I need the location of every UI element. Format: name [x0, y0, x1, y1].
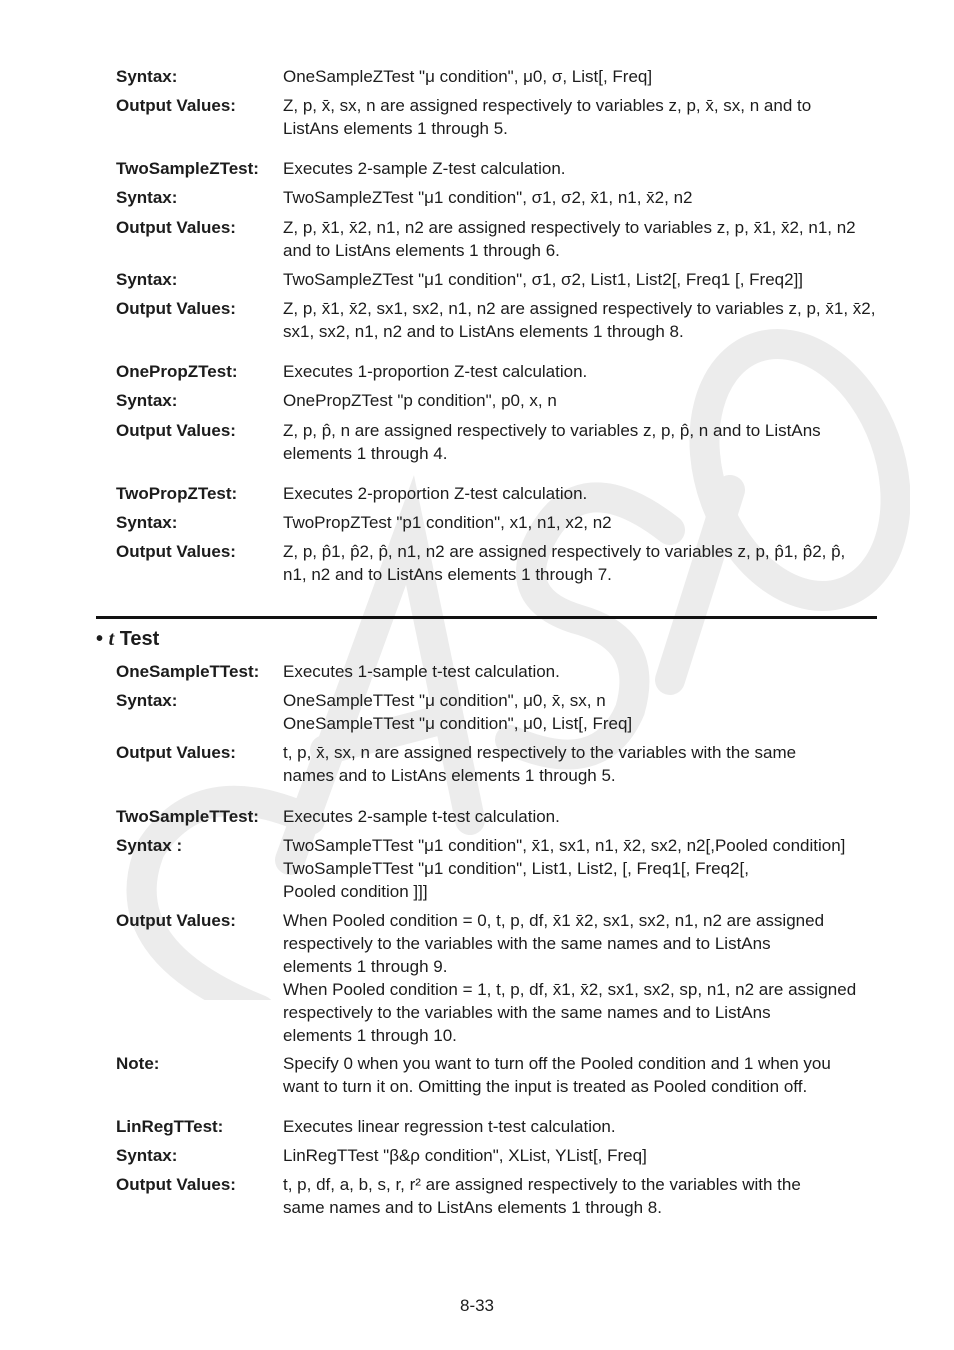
entry-text [283, 511, 878, 534]
entry-text [283, 419, 878, 465]
entry-label: Syntax: [116, 391, 178, 410]
entry-label: Syntax : [116, 836, 183, 855]
text-line: LinRegTTest "β&ρ condition", XList, YList[, Freq] [283, 1146, 647, 1165]
text-line: Z, p, x̄1, x̄2, sx1, sx2, n1, n2 are assigned respectively to variables z, p, x̄1, x̄2, [283, 299, 876, 318]
page-number: 8-33 [459, 1296, 495, 1315]
entry-text [283, 834, 878, 903]
section-heading [96, 628, 159, 651]
text-line: When Pooled condition = 1, t, p, df, x̄1, x̄2, sx1, sx2, sp, n1, n2 are assigned [283, 980, 857, 999]
text-line: OnePropZTest "p condition", p0, x, n [283, 391, 557, 410]
entry-label: Output Values: [116, 1175, 236, 1194]
text-line: want to turn it on. Omitting the input is treated as Pooled condition off. [283, 1077, 808, 1096]
text-line: Executes 2-sample Z-test calculation. [283, 159, 566, 178]
entry-text [283, 482, 878, 505]
section-divider [96, 616, 877, 619]
text-line: TwoSampleTTest "μ1 condition", List1, List2, [, Freq1[, Freq2[, [283, 859, 749, 878]
entry-label: OneSampleTTest: [116, 662, 260, 681]
entry-text [283, 689, 878, 735]
entry-text [283, 65, 878, 88]
entry-label: Note: [116, 1054, 160, 1073]
entry-label: LinRegTTest: [116, 1117, 224, 1136]
text-line: TwoPropZTest "p1 condition", x1, n1, x2, n2 [283, 513, 612, 532]
entry-text [283, 216, 878, 262]
text-line: elements 1 through 10. [283, 1026, 457, 1045]
entry-text [283, 1144, 878, 1167]
text-line: respectively to the variables with the same names and to ListAns [283, 1003, 771, 1022]
text-line: t, p, x̄, sx, n are assigned respectively to the variables with the same [283, 743, 797, 762]
entry-text [283, 268, 878, 291]
entry-label: Output Values: [116, 542, 236, 561]
entry-text [283, 389, 878, 412]
entry-text [283, 157, 878, 180]
entry-text [283, 297, 878, 343]
entry-label: TwoPropZTest: [116, 484, 238, 503]
entry-label: Output Values: [116, 299, 236, 318]
entry-label: Syntax: [116, 691, 178, 710]
entry-text [283, 1115, 878, 1138]
text-line: TwoSampleZTest "μ1 condition", σ1, σ2, List1, List2[, Freq1 [, Freq2]] [283, 270, 804, 289]
text-line: Executes 2-proportion Z-test calculation. [283, 484, 588, 503]
text-line: and to ListAns elements 1 through 6. [283, 241, 560, 260]
text-line: TwoSampleTTest "μ1 condition", x̄1, sx1, n1, x̄2, sx2, n2[,Pooled condition] [283, 836, 846, 855]
entry-text [283, 94, 878, 140]
text-line: When Pooled condition = 0, t, p, df, x̄1 x̄2, sx1, sx2, n1, n2 are assigned [283, 911, 825, 930]
entry-label: Syntax: [116, 270, 178, 289]
text-line: elements 1 through 4. [283, 444, 448, 463]
entry-label: Output Values: [116, 911, 236, 930]
text-line: same names and to ListAns elements 1 through 8. [283, 1198, 662, 1217]
entry-label: Output Values: [116, 96, 236, 115]
text-line: Pooled condition ]]] [283, 882, 428, 901]
text-line: Specify 0 when you want to turn off the Pooled condition and 1 when you [283, 1054, 831, 1073]
text-line: OneSampleTTest "μ condition", μ0, x̄, sx, n [283, 691, 606, 710]
text-line: elements 1 through 9. [283, 957, 448, 976]
entry-label: Syntax: [116, 513, 178, 532]
entry-label: Syntax: [116, 188, 178, 207]
text-line: sx1, sx2, n1, n2 and to ListAns elements 1 through 8. [283, 322, 684, 341]
entry-label: TwoSampleZTest: [116, 159, 259, 178]
entry-text [283, 360, 878, 383]
entry-label: Output Values: [116, 421, 236, 440]
text-line: OneSampleTTest "μ condition", μ0, List[, Freq] [283, 714, 633, 733]
entry-text [283, 741, 878, 787]
text-line: Executes 1-sample t-test calculation. [283, 662, 560, 681]
text-line: ListAns elements 1 through 5. [283, 119, 508, 138]
text-line: Z, p, x̄, sx, n are assigned respectively to variables z, p, x̄, sx, n and to [283, 96, 812, 115]
entry-text [283, 660, 878, 683]
text-line: TwoSampleZTest "μ1 condition", σ1, σ2, x̄1, n1, x̄2, n2 [283, 188, 693, 207]
section-heading-var: t [108, 628, 115, 650]
text-line: Z, p, p̂1, p̂2, p̂, n1, n2 are assigned respectively to variables z, p, p̂1, p̂2, p̂, [283, 542, 846, 561]
entry-label: TwoSampleTTest: [116, 807, 259, 826]
text-line: n1, n2 and to ListAns elements 1 through 7. [283, 565, 612, 584]
text-line: OneSampleZTest "μ condition", μ0, σ, List[, Freq] [283, 67, 653, 86]
entry-text [283, 540, 878, 586]
text-line: t, p, df, a, b, s, r, r² are assigned respectively to the variables with the [283, 1175, 801, 1194]
text-line: respectively to the variables with the same names and to ListAns [283, 934, 771, 953]
entry-text [283, 909, 878, 1047]
text-line: Executes 2-sample t-test calculation. [283, 807, 560, 826]
entry-label: Syntax: [116, 67, 178, 86]
entry-text [283, 186, 878, 209]
entry-label: OnePropZTest: [116, 362, 238, 381]
entry-label: Syntax: [116, 1146, 178, 1165]
text-line: Z, p, p̂, n are assigned respectively to variables z, p, p̂, n and to ListAns [283, 421, 821, 440]
text-line: names and to ListAns elements 1 through 5. [283, 766, 616, 785]
entry-label: Output Values: [116, 743, 236, 762]
text-line: Executes linear regression t-test calculation. [283, 1117, 616, 1136]
text-line: Z, p, x̄1, x̄2, n1, n2 are assigned respectively to variables z, p, x̄1, x̄2, n1, n2 [283, 218, 856, 237]
text-line: Executes 1-proportion Z-test calculation. [283, 362, 588, 381]
entry-text [283, 805, 878, 828]
section-heading-word: Test [119, 628, 160, 650]
entry-label: Output Values: [116, 218, 236, 237]
entry-text [283, 1173, 878, 1219]
bullet: • [96, 628, 104, 650]
entry-text [283, 1052, 878, 1098]
